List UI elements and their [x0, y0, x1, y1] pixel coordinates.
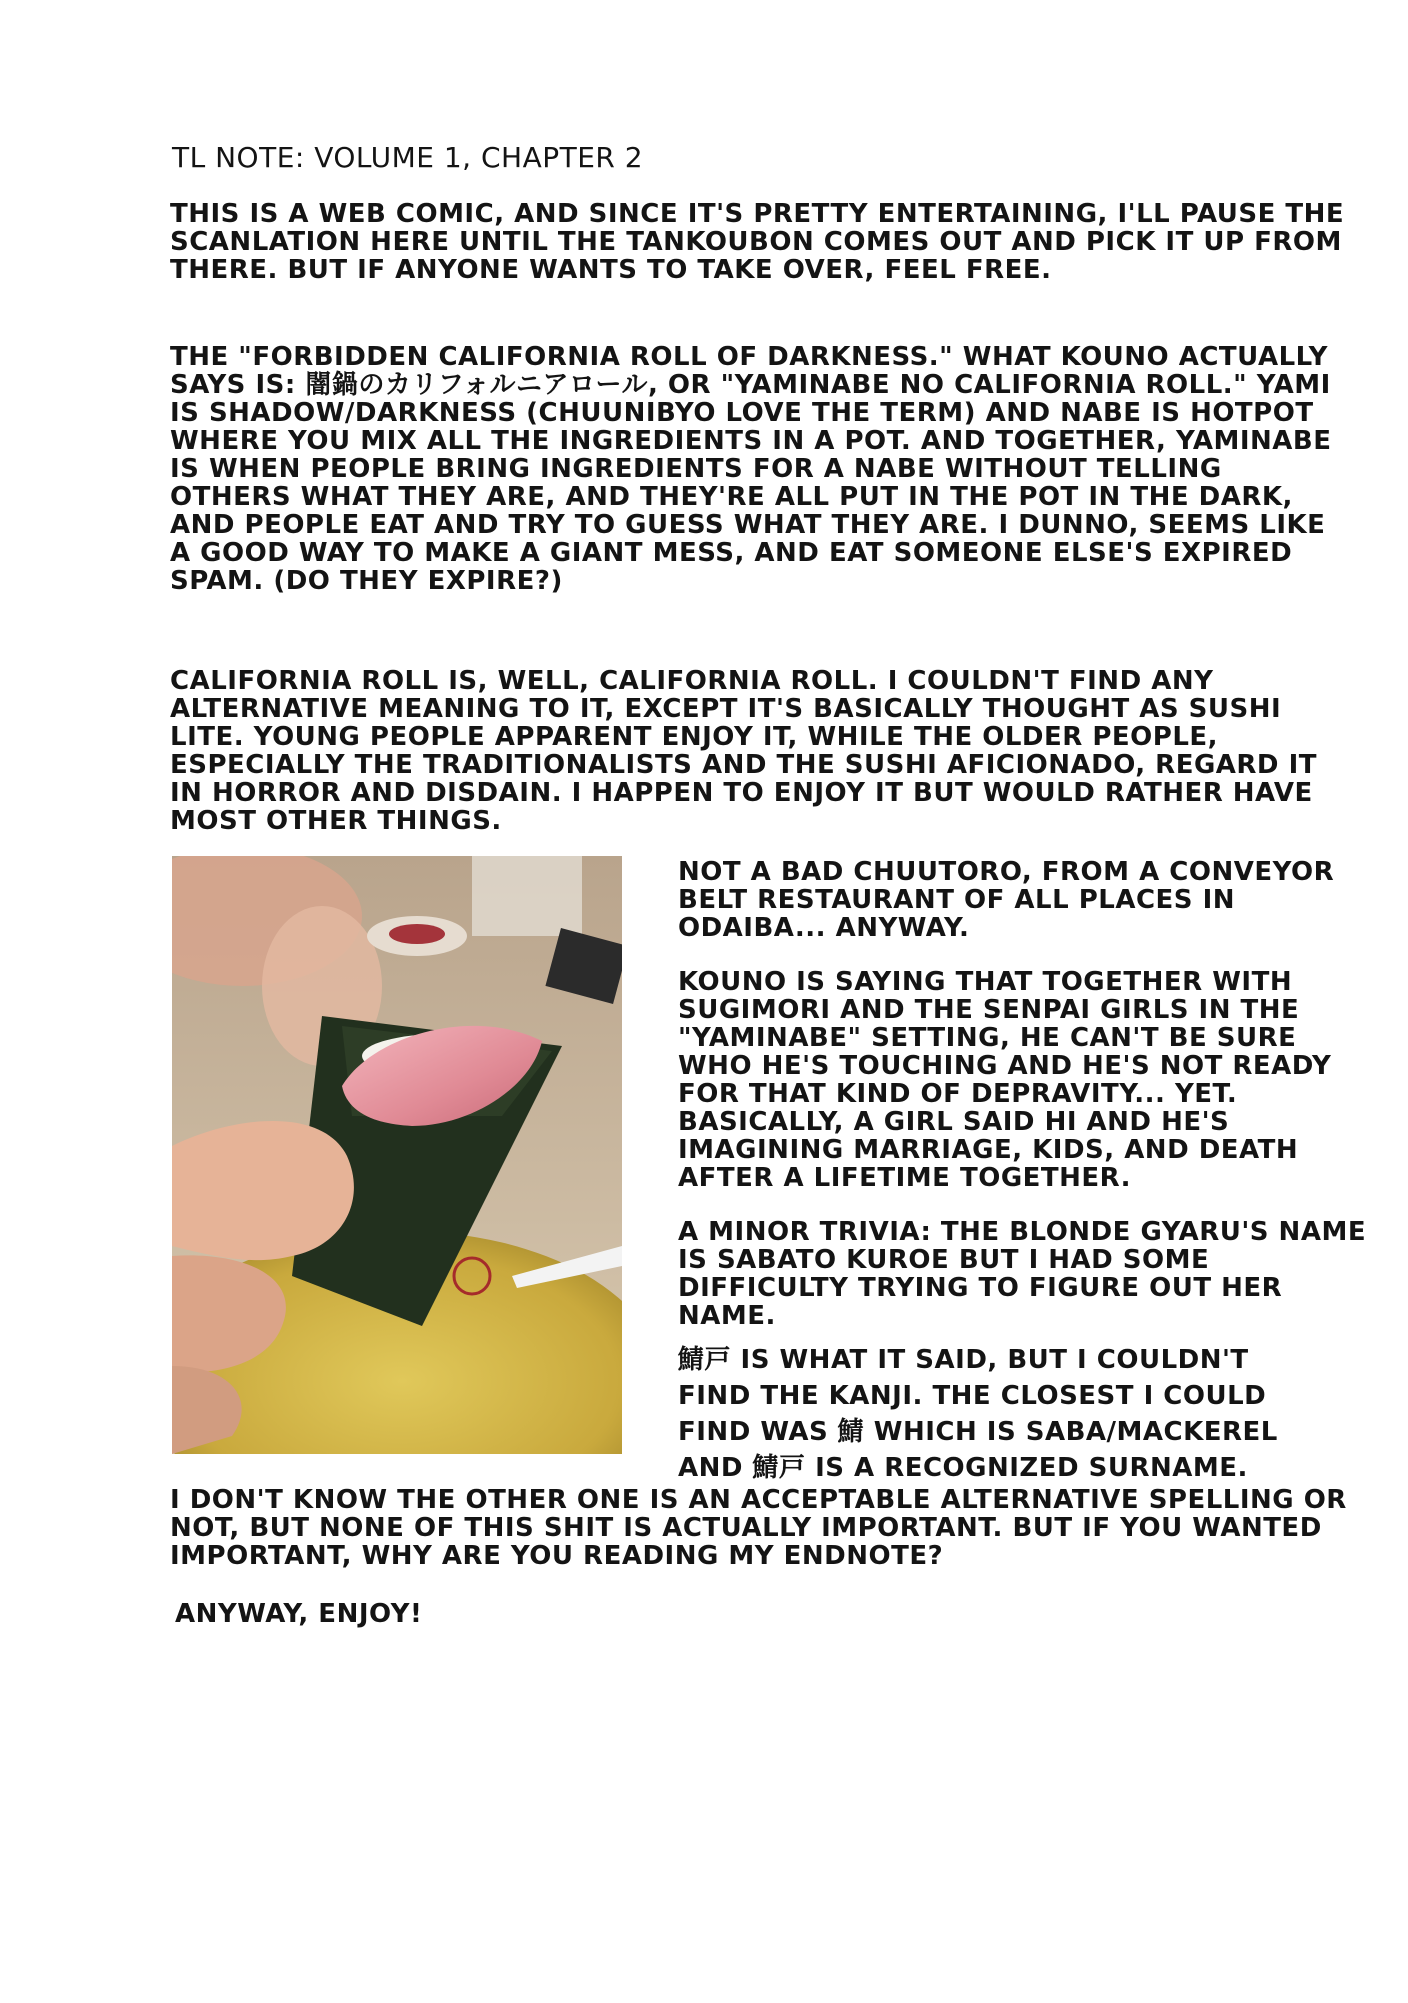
kouno-paragraph: KOUNO IS SAYING THAT TOGETHER WITH SUGIMORI AND THE SENPAI GIRLS IN THE "YAMINABE" SETTING, HE CAN'T BE SURE WHO HE'S TOUCHING AND HE'S NOT READY FOR THAT KIND OF DEPRAVITY... YET. BASICALLY, A GIRL SAID HI AND HE'S IMAGINING MARRIAGE, KIDS, AND DEATH AFTER A LIFETIME TOGETHER.	[678, 967, 1332, 1193]
chuutoro-photo-art	[172, 856, 622, 1454]
trivia-paragraph: A MINOR TRIVIA: THE BLONDE GYARU'S NAME IS SABATO KUROE BUT I HAD SOME DIFFICULTY TRYING TO FIGURE OUT HER NAME.	[678, 1217, 1367, 1331]
spelling-paragraph: I DON'T KNOW THE OTHER ONE IS AN ACCEPTABLE ALTERNATIVE SPELLING OR NOT, BUT NONE OF THIS SHIT IS ACTUALLY IMPORTANT. BUT IF YOU WANTED IMPORTANT, WHY ARE YOU READING MY ENDNOTE?	[170, 1485, 1347, 1571]
kanji-line: AND 鯖戸 IS A RECOGNIZED SURNAME.	[678, 1453, 1248, 1483]
california-roll-paragraph: CALIFORNIA ROLL IS, WELL, CALIFORNIA ROLL. I COULDN'T FIND ANY ALTERNATIVE MEANING TO IT, EXCEPT IT'S BASICALLY THOUGHT AS SUSHI LITE. YOUNG PEOPLE APPARENT ENJOY IT, WHILE THE OLDER PEOPLE, ESPECIALLY THE TRADITIONALISTS AND THE SUSHI AFICIONADO, REGARD IT IN HORROR AND DISDAIN. I HAPPEN TO ENJOY IT BUT WOULD RATHER HAVE MOST OTHER THINGS.	[170, 666, 1317, 836]
photo-caption: NOT A BAD CHUUTORO, FROM A CONVEYOR BELT RESTAURANT OF ALL PLACES IN ODAIBA... ANYWAY.	[678, 857, 1335, 943]
kanji-line: FIND WAS 鯖 WHICH IS SABA/MACKEREL	[678, 1417, 1278, 1447]
closing-line: ANYWAY, ENJOY!	[175, 1599, 423, 1629]
kanji-line: FIND THE KANJI. THE CLOSEST I COULD	[678, 1381, 1267, 1411]
yaminabe-paragraph: THE "FORBIDDEN CALIFORNIA ROLL OF DARKNESS." WHAT KOUNO ACTUALLY SAYS IS: 闇鍋のカリフォルニアロール, OR "YAMINABE NO CALIFORNIA ROLL." YAMI IS SHADOW/DARKNESS (CHUUNIBYO LOVE THE TERM) AND NABE IS HOTPOT WHERE YOU MIX ALL THE INGREDIENTS IN A POT. AND TOGETHER, YAMINABE IS WHEN PEOPLE BRING INGREDIENTS FOR A NABE WITHOUT TELLING OTHERS WHAT THEY ARE, AND THEY'RE ALL PUT IN THE POT IN THE DARK, AND PEOPLE EAT AND TRY TO GUESS WHAT THEY ARE. I DUNNO, SEEMS LIKE A GOOD WAY TO MAKE A GIANT MESS, AND EAT SOMEONE ELSE'S EXPIRED SPAM. (DO THEY EXPIRE?)	[170, 342, 1332, 596]
kanji-line: 鯖戸 IS WHAT IT SAID, BUT I COULDN'T	[678, 1345, 1249, 1375]
page-title: TL NOTE: VOLUME 1, CHAPTER 2	[172, 141, 644, 174]
intro-paragraph: THIS IS A WEB COMIC, AND SINCE IT'S PRETTY ENTERTAINING, I'LL PAUSE THE SCANLATION HERE UNTIL THE TANKOUBON COMES OUT AND PICK IT UP FROM THERE. BUT IF ANYONE WANTS TO TAKE OVER, FEEL FREE.	[170, 199, 1345, 285]
right-column	[678, 858, 1368, 1356]
kanji-explanation	[678, 1346, 1368, 1490]
chuutoro-photo	[172, 856, 622, 1454]
